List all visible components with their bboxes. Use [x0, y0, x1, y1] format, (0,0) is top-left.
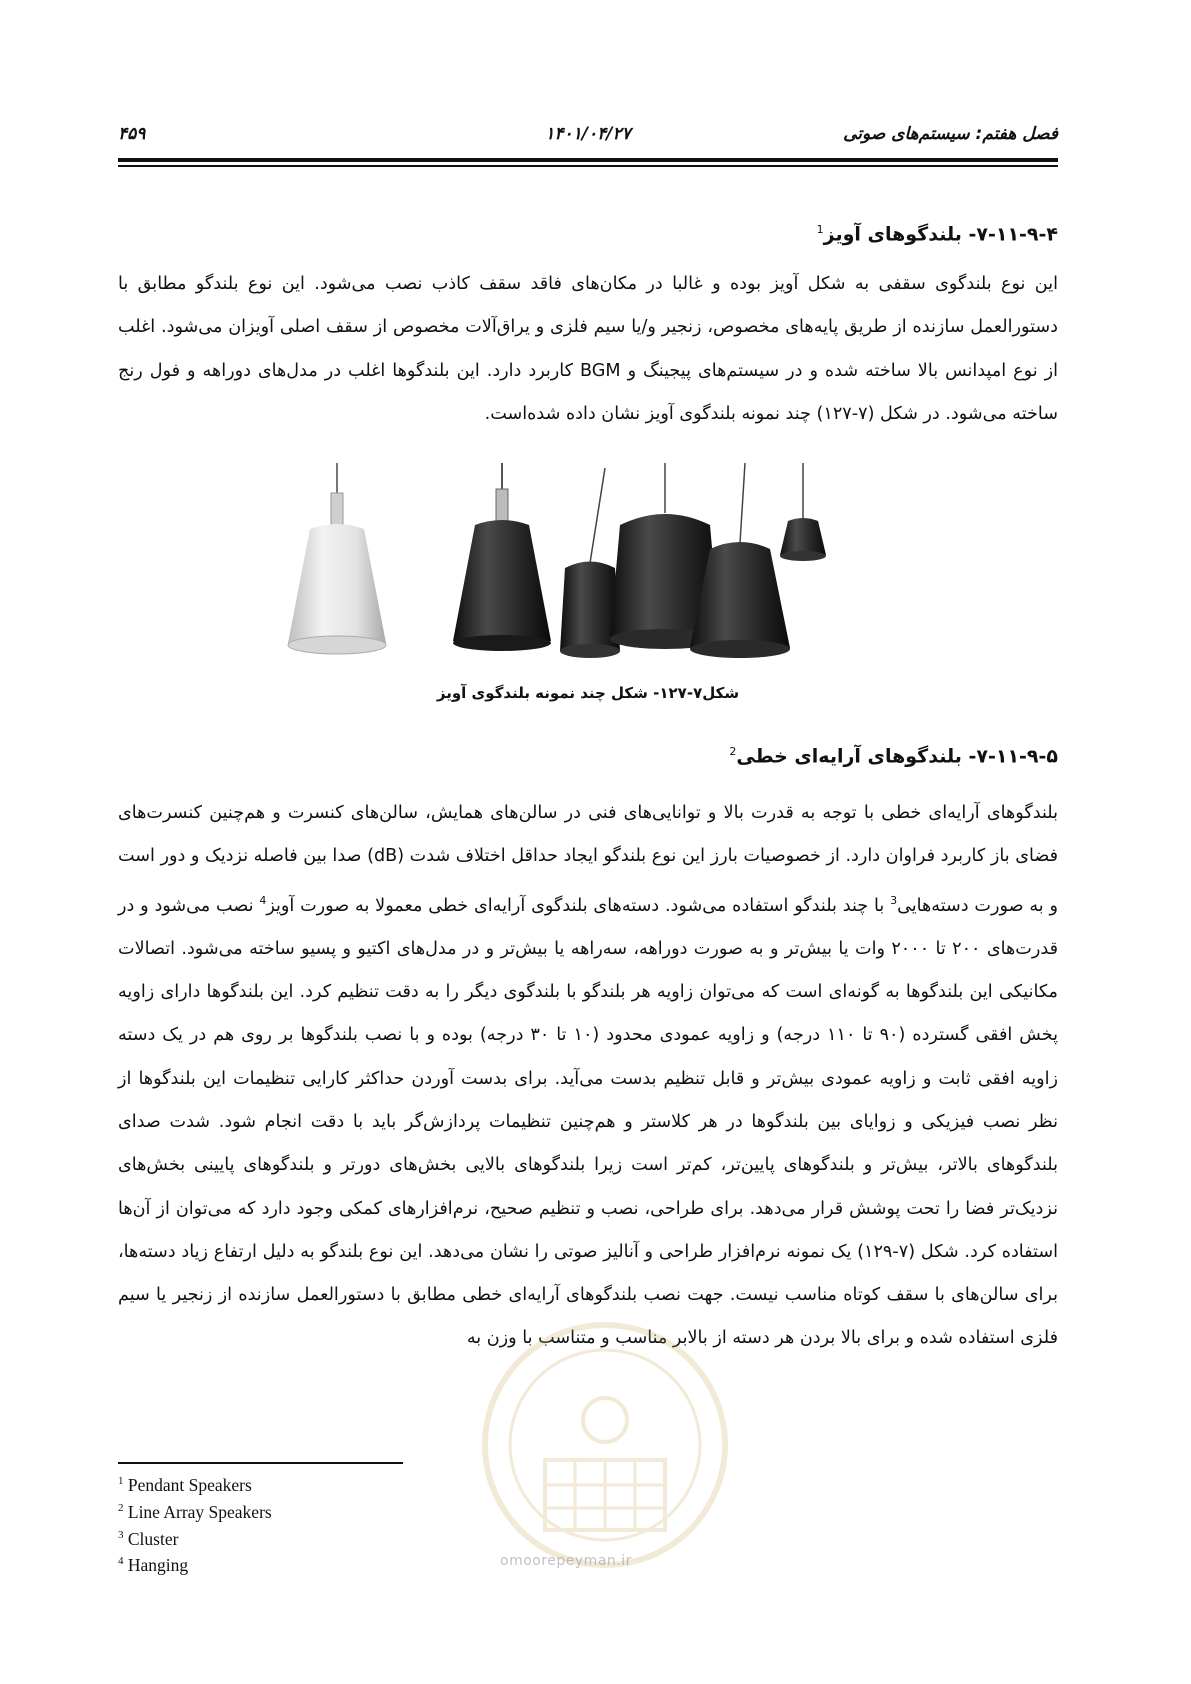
- footnote-3: $^3$ Cluster: [118, 1528, 179, 1549]
- page-number: ۴۵۹: [118, 124, 146, 144]
- footnote-2: $^2$ Line Array Speakers: [118, 1501, 272, 1522]
- watermark-logo: [470, 1310, 740, 1580]
- pendant-speaker-group: [560, 463, 826, 658]
- paragraph-text-2: با چند بلندگو استفاده می‌شود. دسته‌های بلندگوی آرایه‌ای خطی معمولا به صورت آویز: [266, 895, 891, 916]
- watermark-text: omoorepeyman.ir: [500, 1553, 632, 1569]
- footnote-1: $^1$ Pendant Speakers: [118, 1474, 252, 1495]
- footnote-4: $^4$ Hanging: [118, 1555, 189, 1576]
- white-pendant-speaker: [288, 463, 386, 654]
- header-date: ۱۴۰۱/۰۴/۲۷: [545, 124, 631, 144]
- footnote-ref-4: 4: [259, 893, 267, 907]
- paragraph-line-array: [118, 792, 1058, 1361]
- header-rule-thin: [118, 165, 1058, 167]
- paragraph-text-1: بلندگوهای آرایه‌ای خطی با توجه به قدرت بالا و توانایی‌های فنی در سالن‌های همایش، سالن‌های کنسرت و هم‌چنین کنسرت‌های فضای باز کاربرد فراوان دارد. از خصوصیات بارز این نوع بلندگو ایجاد حداقل اختلاف شدت (dB) صدا بین فاصله نزدیک و دور است و به صورت دسته‌هایی: [118, 803, 1058, 916]
- paragraph-pendant: [118, 263, 1058, 436]
- figure-caption: شکل۷-۱۲۷- شکل چند نمونه بلندگوی آویز: [436, 684, 740, 702]
- header-rule-thick: [118, 158, 1058, 162]
- pendant-speakers-figure: [270, 463, 920, 673]
- black-pendant-speaker: [453, 463, 551, 651]
- heading-text: ۷-۱۱-۹-۴- بلندگوهای آویز: [823, 223, 1058, 246]
- footnote-separator: [118, 1462, 403, 1464]
- section-heading-line-array: [138, 745, 1058, 767]
- paragraph-text: این نوع بلندگوی سقفی به شکل آویز بوده و غالبا در مکان‌های فاقد سقف کاذب نصب می‌شود. این نوع بلندگو مطابق با دستورالعمل سازنده از طریق پایه‌های مخصوص، زنجیر و/یا سیم فلزی و یراق‌آلات مخصوص از سقف اصلی آویزان می‌شود. اغلب از نوع امپدانس بالا ساخته شده و در سیستم‌های پیجینگ و BGM کاربرد دارد. این بلندگوها اغلب در مدل‌های دوراهه و فول رنج ساخته می‌شود. در شکل (۷-۱۲۷) چند نمونه بلندگوی آویز نشان داده شده‌است.: [118, 274, 1058, 424]
- footnote-ref: 2: [729, 745, 737, 758]
- chapter-title: فصل هفتم: سیستم‌های صوتی: [843, 124, 1058, 144]
- section-heading-pendant: [138, 223, 1058, 245]
- footnotes: [118, 1470, 272, 1577]
- page-header: [118, 124, 1058, 154]
- footnote-ref: 1: [816, 223, 824, 236]
- heading-text: ۷-۱۱-۹-۵- بلندگوهای آرایه‌ای خطی: [736, 745, 1058, 768]
- footnote-ref-3: 3: [890, 893, 898, 907]
- paragraph-text-3: نصب می‌شود و در قدرت‌های ۲۰۰ تا ۲۰۰۰ وات یا بیش‌تر و به صورت دوراهه، سه‌راهه یا بیش‌تر و در مدل‌های اکتیو و پسیو ساخته می‌شود. اتصالات مکانیکی این بلندگوها به گونه‌ای است که می‌توان زاویه هر بلندگو با بلندگوی دیگر را به دقت تنظیم کرد. این بلندگوها دارای زاویه پخش افقی گسترده (۹۰ تا ۱۱۰ درجه) و زاویه عمودی محدود (۱۰ تا ۳۰ درجه) بوده و با نصب بلندگوها بر روی هم در یک دسته زاویه افقی ثابت و زاویه عمودی بیش‌تر و قابل تنظیم بدست می‌آید. برای بدست آوردن حداکثر کارایی تنظیمات این بلندگوها از نظر نصب فیزیکی و زوایای بین بلندگوها در هر کلاستر و هم‌چنین تنظیمات پردازش‌گر باید با دقت انجام شود. شدت صدای بلندگوهای بالاتر، بیش‌تر و بلندگوهای پایین‌تر، کم‌تر است زیرا بلندگوهای بالایی بخش‌های دورتر و بلندگوهای پایینی بخش‌های نزدیک‌تر فضا را تحت پوشش قرار می‌دهد. برای طراحی، نصب و تنظیم صحیح، نرم‌افزارهای کمکی وجود دارد که می‌توان از آن‌ها استفاده کرد. شکل (۷-۱۲۹) یک نمونه نرم‌افزار طراحی و آنالیز صوتی را نشان می‌دهد. این نوع بلندگو به دلیل ارتفاع زیاد دسته‌ها، برای سالن‌های با سقف کوتاه مناسب نیست. جهت نصب بلندگوهای آرایه‌ای خطی مطابق با دستورالعمل سازنده از زنجیر یا سیم فلزی استفاده شده و برای بالا بردن هر دسته از بالابر مناسب و متناسب با وزن به: [118, 895, 1058, 1349]
